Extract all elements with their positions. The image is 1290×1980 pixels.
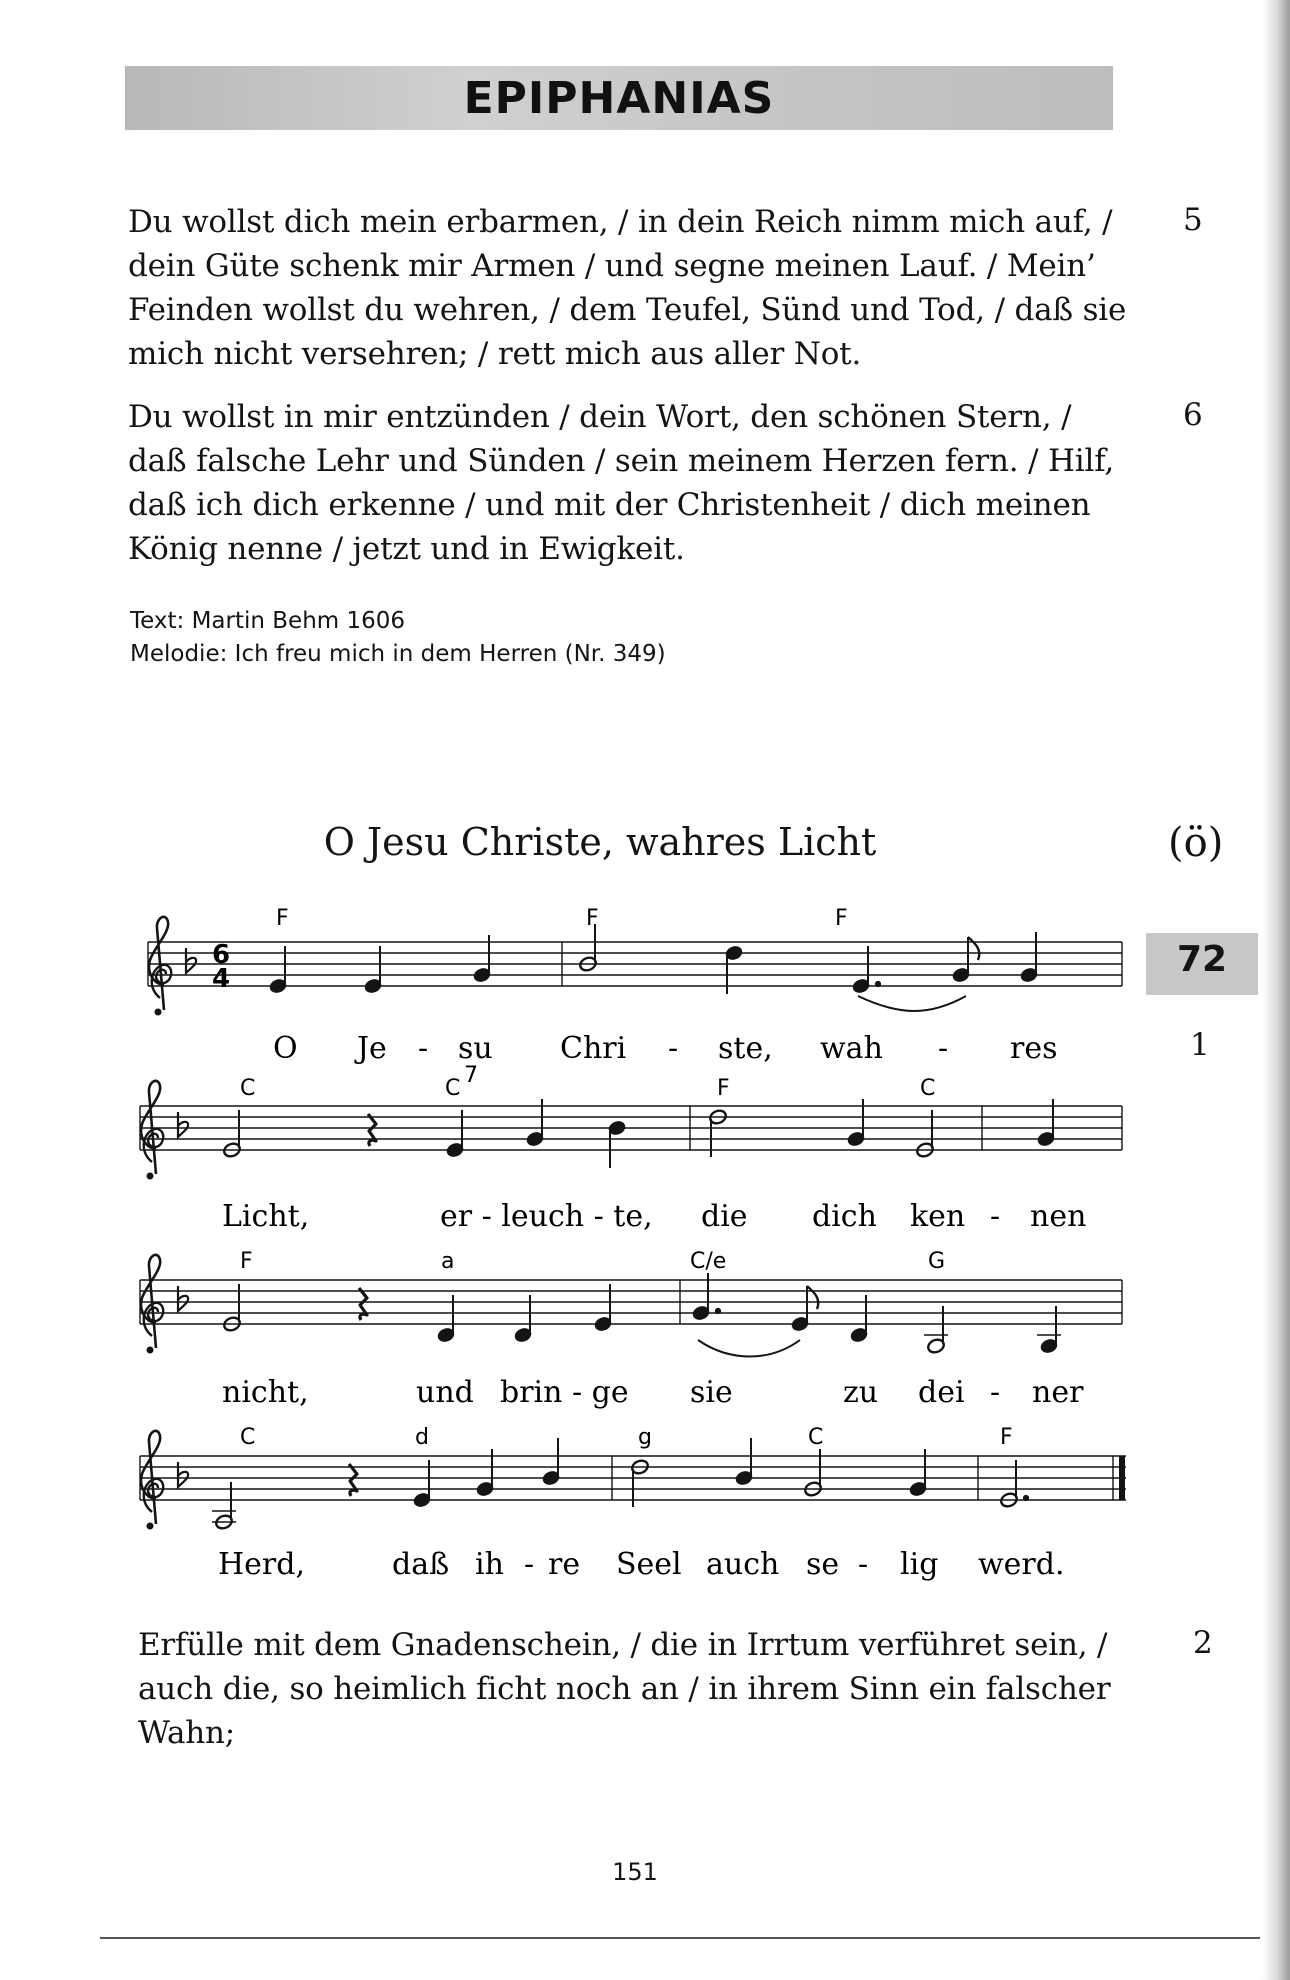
lyric-syllable: su: [458, 1031, 493, 1066]
stanza-line: daß ich dich erkenne / und mit der Christenheit / dich meinen: [128, 487, 1091, 523]
lyric-syllable: Je: [357, 1031, 387, 1066]
chord-label: F: [835, 906, 848, 931]
verse-number: 2: [1193, 1625, 1213, 1661]
chord-label: G: [928, 1249, 946, 1274]
chord-label: F: [276, 906, 289, 931]
lyric-syllable: re: [548, 1547, 581, 1582]
notes: [222, 1099, 1055, 1168]
lyric-syllable: Licht,: [222, 1199, 310, 1234]
lyric-syllable: -: [858, 1547, 869, 1582]
verse-number: 1: [1190, 1027, 1210, 1063]
chord-label: F: [586, 906, 599, 931]
stanza-line: daß falsche Lehr und Sünden / sein meinem Herzen fern. / Hilf,: [128, 443, 1115, 479]
lyric-syllable: -: [418, 1031, 429, 1066]
lyric-syllable: Herd,: [218, 1547, 305, 1582]
lyric-line-2: [222, 1199, 1086, 1234]
flat-icon: [178, 1286, 188, 1311]
treble-clef-icon: [149, 917, 171, 1016]
staff-system-1: [148, 917, 1122, 1016]
lyric-syllable: brin - ge: [500, 1375, 629, 1410]
lyric-syllable: dich: [812, 1199, 877, 1234]
chord-superscript: 7: [464, 1063, 478, 1088]
lyric-syllable: -: [990, 1199, 1001, 1234]
stanza-line: Du wollst in mir entzünden / dein Wort, den schönen Stern, /: [128, 399, 1072, 435]
chord-label: F: [717, 1076, 730, 1101]
treble-clef-icon: [141, 1081, 163, 1180]
flat-icon: [186, 948, 196, 973]
lyric-syllable: sie: [690, 1375, 733, 1410]
lyric-syllable: se: [806, 1547, 840, 1582]
notes: [212, 1438, 1029, 1531]
lyric-syllable: ih: [475, 1547, 504, 1582]
flat-icon: [178, 1112, 188, 1137]
notes: [222, 1273, 1061, 1357]
stanza-line: Du wollst dich mein erbarmen, / in dein Reich nimm mich auf, /: [128, 204, 1113, 240]
staff-system-4: [140, 1431, 1126, 1531]
text-credit: Text: Martin Behm 1606: [130, 608, 406, 634]
region-mark: (ö): [1168, 820, 1224, 866]
stanza-line: Feinden wollst du wehren, / dem Teufel, Sünd und Tod, / daß sie: [128, 292, 1127, 328]
chord-label: g: [638, 1425, 652, 1450]
lyric-syllable: -: [938, 1031, 949, 1066]
stanza-line: Erfülle mit dem Gnadenschein, / die in Irrtum verführet sein, /: [138, 1627, 1108, 1663]
chord-label: C/e: [690, 1249, 727, 1274]
song-title-text: O Jesu Christe, wahres Licht: [323, 820, 877, 864]
lyric-syllable: res: [1010, 1031, 1058, 1066]
stanza-line: mich nicht versehren; / rett mich aus aller Not.: [128, 336, 862, 372]
page-number: 151: [612, 1858, 658, 1886]
staff-system-3: [140, 1255, 1122, 1357]
time-signature-bottom: 4: [212, 964, 231, 994]
lyric-syllable: dei: [918, 1375, 965, 1410]
lyric-syllable: und: [416, 1375, 474, 1410]
chord-label: d: [415, 1425, 429, 1450]
chord-label: C: [808, 1425, 824, 1450]
treble-clef-icon: [141, 1255, 163, 1354]
lyric-syllable: wah: [820, 1031, 883, 1066]
page-bottom-edge: [100, 1937, 1260, 1939]
stanza-line: auch die, so heimlich ficht noch an / in ihrem Sinn ein falscher: [138, 1671, 1111, 1707]
lyric-syllable: nicht,: [222, 1375, 309, 1410]
lyric-line-3: [222, 1375, 1084, 1410]
chord-label: C: [445, 1076, 461, 1101]
chord-label: C: [240, 1076, 256, 1101]
lyric-syllable: die: [701, 1199, 748, 1234]
stanza-line: Wahn;: [138, 1715, 236, 1751]
section-title: EPIPHANIAS: [463, 73, 775, 124]
lyric-syllable: -: [668, 1031, 679, 1066]
lyric-line-1: [273, 1031, 1058, 1066]
staff-system-2: [140, 1081, 1122, 1180]
lyric-syllable: nen: [1030, 1199, 1087, 1234]
stanza-line: König nenne / jetzt und in Ewigkeit.: [128, 531, 685, 567]
lyric-syllable: Chri: [560, 1031, 627, 1066]
lyric-syllable: auch: [706, 1547, 780, 1582]
chord-label: F: [1000, 1425, 1013, 1450]
lyric-syllable: zu: [843, 1375, 879, 1410]
lyric-syllable: lig: [900, 1547, 939, 1582]
lyric-line-4: [218, 1547, 1065, 1582]
stanza-2: [138, 1623, 1128, 1755]
lyric-syllable: ste,: [718, 1031, 773, 1066]
chord-label: F: [240, 1249, 253, 1274]
time-signature-top: 6: [212, 940, 231, 970]
stanza-line: dein Güte schenk mir Armen / und segne meinen Lauf. / Mein’: [128, 248, 1096, 284]
notes: [268, 924, 1038, 1011]
treble-clef-icon: [141, 1431, 163, 1530]
verse-number: 6: [1183, 397, 1203, 433]
melody-credit: Melodie: Ich freu mich in dem Herren (Nr. 349): [130, 641, 666, 667]
song-number: 72: [1176, 939, 1228, 980]
verse-number: 5: [1183, 202, 1203, 238]
lyric-syllable: Seel: [616, 1547, 682, 1582]
chord-label: C: [240, 1425, 256, 1450]
lyric-syllable: O: [273, 1031, 298, 1066]
chord-label: C: [920, 1076, 936, 1101]
lyric-syllable: ken: [910, 1199, 966, 1234]
lyric-syllable: ner: [1032, 1375, 1084, 1410]
chord-label: a: [441, 1249, 455, 1274]
lyric-syllable: -: [524, 1547, 535, 1582]
lyric-syllable: -: [990, 1375, 1001, 1410]
lyric-syllable: werd.: [978, 1547, 1065, 1582]
flat-icon: [178, 1462, 188, 1487]
lyric-syllable: daß: [392, 1547, 450, 1582]
lyric-syllable: er - leuch - te,: [440, 1199, 653, 1234]
